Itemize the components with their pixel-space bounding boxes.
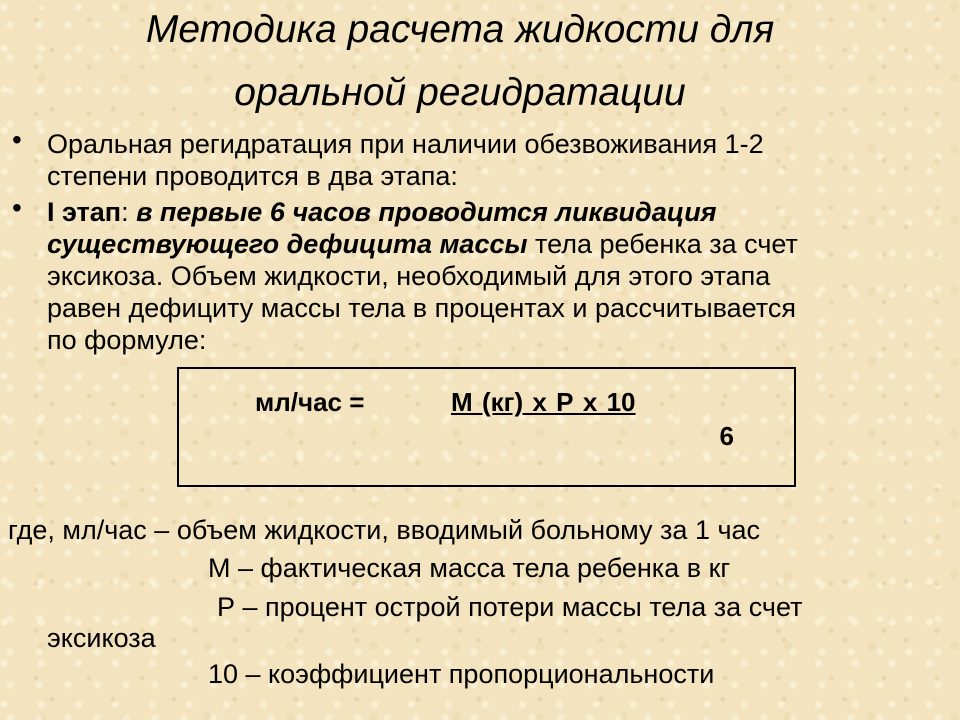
stage-description-italic-2: существующего дефицита массы <box>47 229 528 259</box>
definition-p: Р – процент острой потери массы тела за счет <box>217 592 803 622</box>
formula-denominator: 6 <box>719 421 734 451</box>
definition-m: М – фактическая масса тела ребенка в кг <box>208 553 731 583</box>
slide-title-line-1: Методика расчета жидкости для <box>145 8 775 51</box>
definition-p-continued: эксикоза <box>47 623 156 653</box>
stage-label: I этап <box>47 197 122 227</box>
bullet-2-line-1 <box>47 196 947 228</box>
bullet-2-line-2 <box>47 228 947 260</box>
stage-description-italic-1: в первые 6 часов проводится ликвидация <box>136 197 717 227</box>
definition-coefficient: 10 – коэффициент пропорциональности <box>208 659 715 689</box>
stage-colon: : <box>121 197 137 227</box>
formula-left-side: мл/час = <box>255 387 365 417</box>
formula-box <box>177 367 796 487</box>
bullet-2-text <box>47 196 947 356</box>
stage-description-rest: тела ребенка за счет <box>527 229 798 259</box>
bullet-1-line-1: Оральная регидратация при наличии обезвоживания 1-2 <box>47 129 764 159</box>
slide-title-line-2: оральной регидратации <box>234 71 686 114</box>
definition-ml-per-hour: где, мл/час – объем жидкости, вводимый больному за 1 час <box>8 515 761 545</box>
bullet-1-marker: • <box>12 124 22 155</box>
bullet-2-line-4: равен дефициту массы тела в процентах и рассчитывается <box>47 293 796 323</box>
bullet-2-line-3: эксикоза. Объем жидкости, необходимый для этого этапа <box>47 261 771 291</box>
bullet-2-marker: • <box>12 192 22 223</box>
bullet-1-line-2: степени проводится в два этапа: <box>47 161 458 191</box>
formula-numerator: М (кг) х Р х 10 <box>451 387 636 417</box>
bullet-1-text <box>47 128 947 192</box>
bullet-2-line-5: по формуле: <box>47 325 207 355</box>
